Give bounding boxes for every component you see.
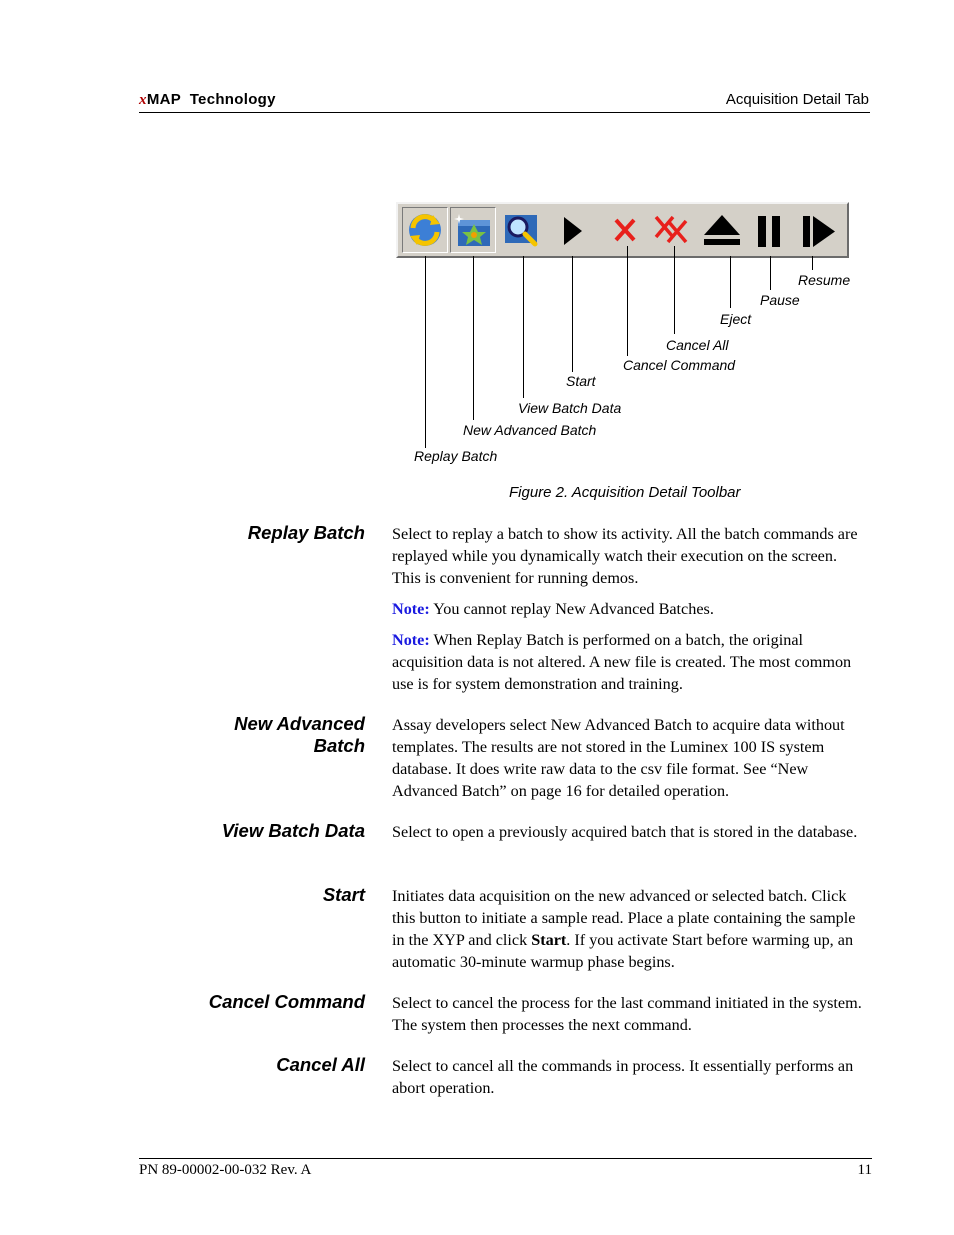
callout-label-replay: Replay Batch (414, 448, 498, 464)
desc-replay-batch (392, 523, 867, 695)
callout-line-new-batch (473, 256, 474, 420)
eject-button[interactable] (700, 207, 746, 253)
new-advanced-batch-button[interactable] (450, 207, 496, 253)
acquisition-detail-toolbar (396, 202, 849, 258)
paragraph: Select to cancel the process for the last command initiated in the system. The system then processes the next command. (392, 994, 862, 1034)
callout-line-view-batch (523, 256, 524, 398)
header-rule (139, 112, 870, 113)
note-text: When Replay Batch is performed on a batch, the original acquisition data is not altered. A new file is created. The most common use is for system demonstration and training. (392, 631, 852, 693)
view-batch-data-button[interactable] (498, 207, 544, 253)
x-icon (604, 207, 648, 251)
pause-icon (748, 207, 792, 251)
term-view-batch-data: View Batch Data (221, 820, 365, 841)
callout-label-cancel-command: Cancel Command (623, 357, 736, 373)
replay-icon (403, 208, 447, 252)
callout-label-view-batch: View Batch Data (518, 400, 622, 416)
note-text: You cannot replay New Advanced Batches. (433, 600, 714, 618)
term-replay-batch: Replay Batch (247, 522, 365, 543)
desc-cancel-command (392, 992, 867, 1036)
callout-label-eject: Eject (720, 311, 752, 327)
running-header-section: Acquisition Detail Tab (725, 91, 869, 108)
callout-line-replay (425, 256, 426, 448)
callout-label-cancel-all: Cancel All (666, 337, 729, 353)
paragraph: Select to cancel all the commands in process. It essentially performs an abort operation. (392, 1057, 854, 1097)
callout-line-cancel-command (627, 246, 628, 356)
desc-cancel-all (392, 1055, 867, 1099)
text-run: . If you activate Start before warming up, an automatic 30-minute warmup phase begins. (392, 931, 854, 971)
callout-line-resume (812, 256, 813, 270)
figure-caption: Figure 2. Acquisition Detail Toolbar (509, 484, 741, 501)
running-header-brand (139, 91, 276, 109)
resume-button[interactable] (797, 207, 843, 253)
play-icon (549, 207, 593, 251)
resume-icon (797, 207, 841, 251)
replay-batch-button[interactable] (402, 207, 448, 253)
term-new-advanced-batch (234, 713, 365, 757)
term-cancel-all: Cancel All (276, 1054, 365, 1075)
callout-line-cancel-all (674, 246, 675, 334)
text-run: Initiates data acquisition on the new advanced or selected batch. Click this button to initiate a sample read. Place a plate containing the sample in the XYP and click (392, 887, 856, 949)
start-button[interactable] (549, 207, 595, 253)
paragraph: Select to open a previously acquired batch that is stored in the database. (392, 823, 858, 841)
callout-label-resume: Resume (798, 272, 851, 288)
footer-rule (139, 1158, 872, 1159)
desc-new-advanced-batch (392, 714, 867, 802)
term-cancel-command: Cancel Command (208, 991, 365, 1012)
desc-view-batch-data (392, 821, 867, 843)
note (392, 598, 867, 620)
callout-label-new-batch: New Advanced Batch (463, 422, 597, 438)
brand-prefix: x (139, 92, 147, 108)
term-start: Start (322, 884, 365, 905)
page-number: 11 (857, 1162, 872, 1178)
bold-start: Start (531, 931, 567, 949)
callout-line-eject (730, 256, 731, 308)
eject-icon (700, 207, 744, 251)
double-x-icon (651, 207, 695, 251)
new-batch-icon (451, 208, 495, 252)
term-line: New Advanced (234, 713, 365, 734)
note-label: Note: (392, 631, 430, 649)
part-number: PN 89-00002-00-032 Rev. A (139, 1162, 312, 1178)
callout-label-pause: Pause (760, 292, 800, 308)
note (392, 629, 867, 695)
paragraph: Select to replay a batch to show its activity. All the batch commands are replayed while you dynamically watch their execution on the screen. This is convenient for running demos. (392, 525, 858, 587)
paragraph (392, 885, 867, 973)
magnifier-icon (498, 207, 542, 251)
callout-line-pause (770, 256, 771, 290)
brand-name: MAP Technology (146, 91, 276, 108)
term-line: Batch (313, 735, 365, 756)
pause-button[interactable] (748, 207, 794, 253)
note-label: Note: (392, 600, 430, 618)
callout-line-start (572, 256, 573, 372)
paragraph: Assay developers select New Advanced Batch to acquire data without templates. The results are not stored in the Luminex 100 IS system database. It does write raw data to the csv file format. See “New Advanced Batch” on page 16 for detailed operation. (392, 716, 845, 800)
callout-label-start: Start (566, 373, 596, 389)
desc-start (392, 885, 867, 973)
